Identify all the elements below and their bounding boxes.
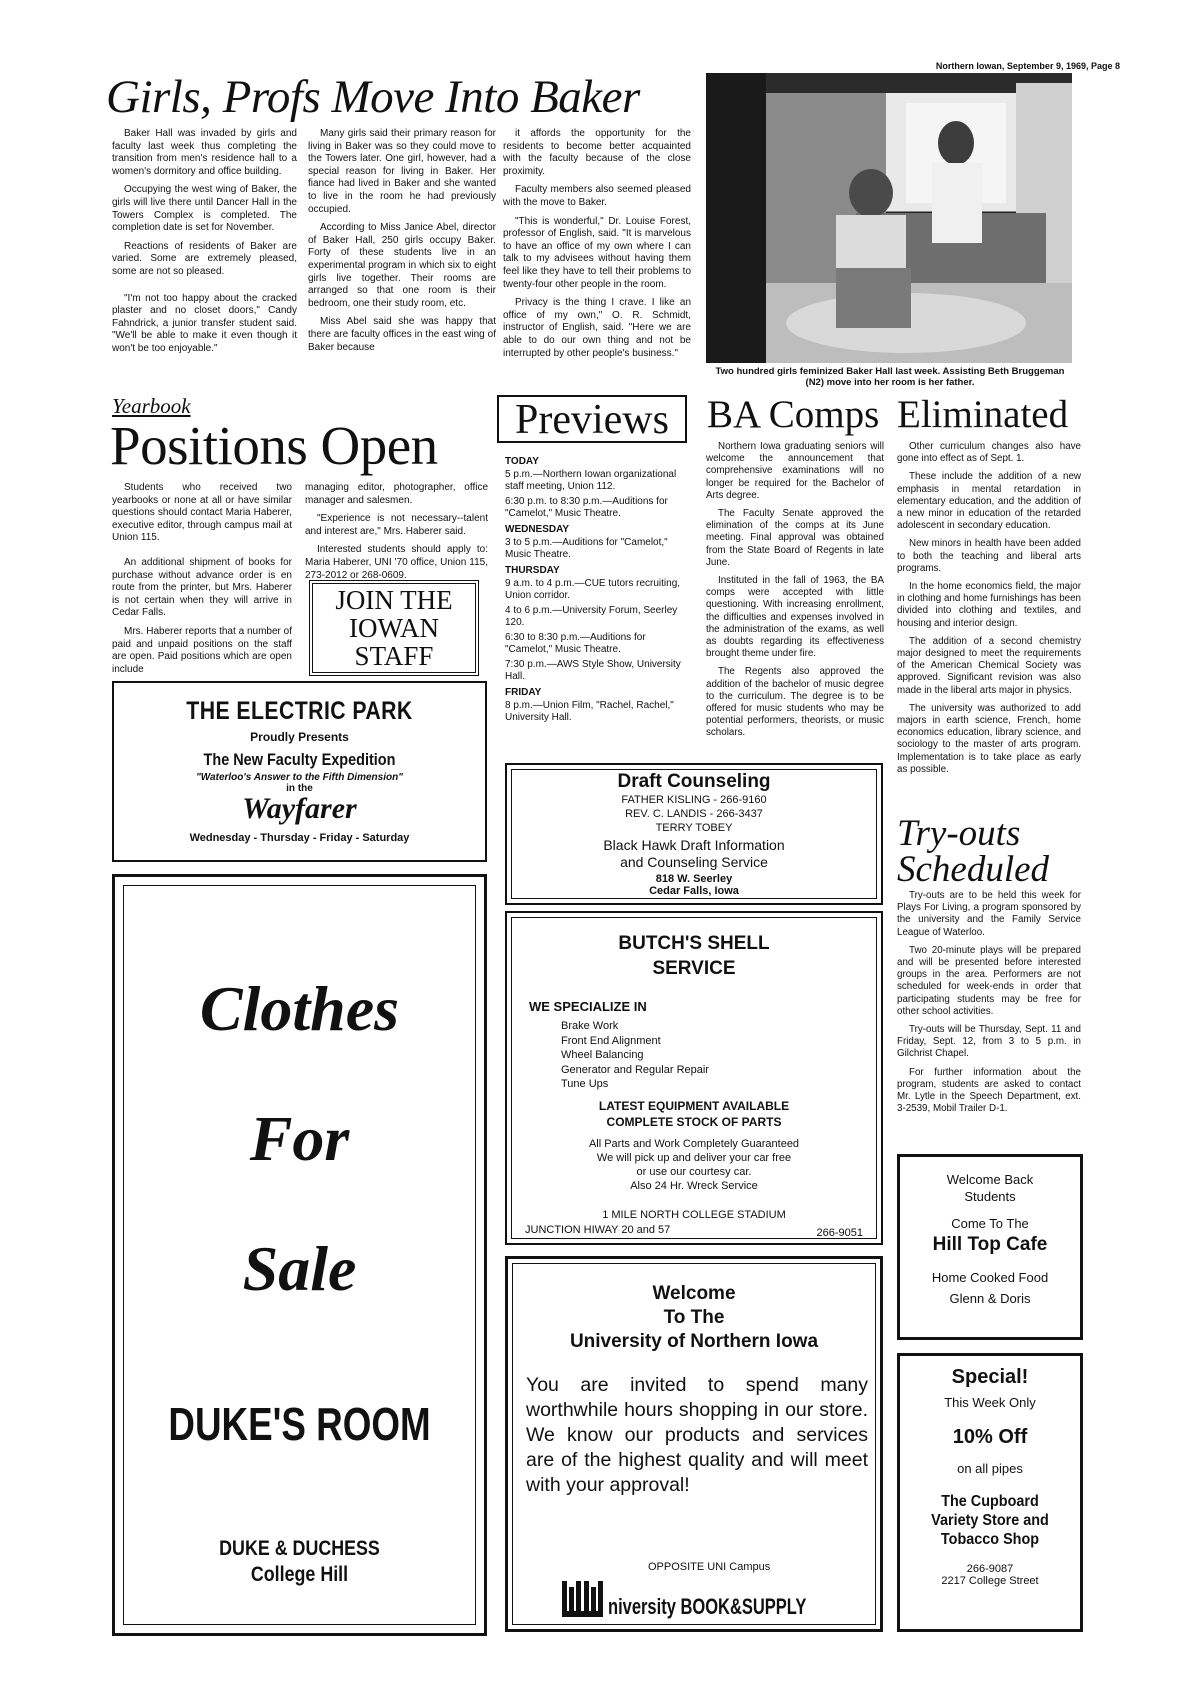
clothes-for-sale-ad	[112, 874, 487, 1636]
baker-col1-p3: Reactions of residents of Baker are varied. Some are extremely pleased, some are not so pleased.	[112, 240, 297, 277]
preview-item: 4 to 6 p.m.—University Forum, Seerley 120.	[505, 605, 678, 628]
previews-day-friday: FRIDAY	[505, 687, 542, 698]
cupboard-address: 2217 College Street	[941, 1575, 1039, 1587]
shell-service: Front End Alignment	[561, 1034, 661, 1047]
bookstore-welcome-1: Welcome	[652, 1283, 736, 1304]
baker-col1-p4: "I'm not too happy about the cracked plaster and no closet doors," Candy Fahndrick, a junior transfer student said. "We'll be able to make it even though it won't be too enjoyable."	[112, 292, 297, 354]
draft-service-1: Black Hawk Draft Information	[603, 837, 785, 853]
hilltop-food: Home Cooked Food	[931, 1270, 1049, 1285]
baker-col1-p1: Baker Hall was invaded by girls and faculty last week thus completing the transition from men's residence hall to a women's dormitory and office building.	[112, 128, 297, 177]
bookstore-logo	[560, 1577, 873, 1619]
draft-counseling-ad	[505, 763, 883, 905]
tryouts-p1: Try-outs are to be held this week for Plays For Living, a program sponsored by the university and the Family Service League of Waterloo.	[897, 890, 1081, 938]
electric-venue: Wayfarer	[242, 792, 357, 825]
baker-col2-p2: According to Miss Janice Abel, director of Baker Hall, 250 girls occupy Baker. Forty of these students live in an experimental program in which six to eight girls live together. Their rooms are arranged so that one room is their bedroom, one their study room, etc.	[308, 222, 496, 309]
baker-col3-p2: Faculty members also seemed pleased with the move to Baker.	[503, 184, 691, 208]
electric-tagline: "Waterloo's Answer to the Fifth Dimension"	[196, 772, 403, 783]
draft-title: Draft Counseling	[617, 771, 771, 792]
baker-col3-p3: "This is wonderful," Dr. Louise Forest, professor of English, said. "It is marvelous to have an office of my own where I can talk to my advisees without having them feel like they have to tell their problems to twenty-four other people in the room.	[503, 215, 691, 290]
baker-col2-p3: Miss Abel said she was happy that there are faculty offices in the east wing of Baker because	[308, 316, 496, 353]
previews-day-thursday: THURSDAY	[505, 565, 560, 576]
eliminated-body	[897, 441, 1081, 782]
eliminated-p6: The university was authorized to add majors in earth science, French, home economics education, library science, and sociology to the master of arts program. Implementation is to take place as early as possible.	[897, 702, 1081, 775]
photo-illustration	[706, 73, 1072, 363]
join-iowan-box	[312, 583, 476, 673]
electric-band: The New Faculty Expedition	[203, 750, 396, 769]
shell-guarantee-line: We will pick up and deliver your car free	[596, 1152, 792, 1164]
baker-headline: Girls, Profs Move Into Baker	[106, 71, 640, 123]
yearbook-col1-p1: Students who received two yearbooks or none at all or have similar questions should contact Maria Haberer, executive editor, through campus mail at Union 115.	[112, 482, 292, 544]
draft-city: Cedar Falls, Iowa	[649, 885, 739, 897]
draft-service-2: and Counseling Service	[620, 854, 768, 870]
shell-guarantee-line: or use our courtesy car.	[636, 1166, 752, 1178]
tryouts-headline-1: Try-outs	[897, 813, 1021, 854]
hilltop-line-2: Students	[964, 1189, 1016, 1204]
bookstore-logo-text: niversity BOOK&SUPPLY	[608, 1594, 807, 1619]
draft-address: 818 W. Seerley	[655, 873, 733, 885]
draft-line-1: FATHER KISLING - 266-9160	[621, 794, 767, 806]
shell-service: Generator and Regular Repair	[561, 1063, 709, 1076]
baker-col2-p1: Many girls said their primary reason for living in Baker was so they could move to the Towers later. One girl, however, had a special reason for living in Baker. Her fiance had lived in Baker and she wanted to live in the room he had previously occupied.	[308, 128, 496, 215]
electric-title: THE ELECTRIC PARK	[186, 697, 413, 725]
baker-col-3	[503, 128, 691, 366]
bacomps-p4: The Regents also approved the addition of the bachelor of music degree to the curriculum. The degree is to be offered for music students who may be potential performers, theorists, or music scholars.	[706, 666, 884, 739]
clothes-room: DUKE'S ROOM	[168, 1398, 431, 1450]
shell-phone: 266-9051	[816, 1227, 863, 1239]
hilltop-owners: Glenn & Doris	[949, 1291, 1031, 1306]
yearbook-col2-p2: "Experience is not necessary--talent and interest are," Mrs. Haberer said.	[305, 513, 488, 537]
hilltop-line-1: Welcome Back	[946, 1172, 1034, 1187]
bookstore-opposite: OPPOSITE UNI Campus	[648, 1561, 771, 1573]
bookstore-ad	[505, 1256, 883, 1632]
yearbook-col1-p2: An additional shipment of books for purchase without advance order is en route from the printer, but Mrs. Haberer is not certain when they will arrive in Cedar Falls.	[112, 556, 292, 619]
baker-col-2	[308, 128, 496, 360]
tryouts-p4: For further information about the program, students are asked to contact Mr. Lytle in the Speech Department, ext. 3-2539, Mobil Trailer D-1.	[897, 1066, 1081, 1115]
shell-specialize: WE SPECIALIZE IN	[529, 999, 647, 1014]
previews-day-today: TODAY	[505, 456, 539, 467]
shell-equipment-1: LATEST EQUIPMENT AVAILABLE	[598, 1099, 790, 1113]
electric-presents: Proudly Presents	[250, 730, 349, 744]
shell-equipment-2: COMPLETE STOCK OF PARTS	[606, 1115, 782, 1129]
baker-col-1	[112, 128, 297, 362]
cupboard-store: The Cupboard Variety Store and Tobacco Shop	[931, 1493, 1049, 1548]
cupboard-pipes: on all pipes	[957, 1461, 1023, 1476]
eliminated-p5: The addition of a second chemistry major designed to meet the requirements of the American Chemical Society was approved. Significant revision was also made in the liberal arts major in physics.	[897, 635, 1081, 696]
bacomps-p3: Instituted in the fall of 1963, the BA comps were accepted with little questioning. With increasing enrollment, the difficulties and expenses involved in the administration of the exams, as well as doubts regarding its effectiveness brought theme under fire.	[706, 575, 884, 660]
yearbook-col2-p1: managing editor, photographer, office manager and salesmen.	[305, 482, 488, 506]
draft-inner-border	[511, 769, 877, 899]
baker-col1-p2: Occupying the west wing of Baker, the girls will live there until Dancer Hall in the Towers Complex is completed. The completion date is set for November.	[112, 184, 297, 234]
shell-service: Wheel Balancing	[561, 1049, 644, 1061]
cupboard-phone: 266-9087	[966, 1563, 1014, 1575]
bookstore-welcome-2: To The	[663, 1307, 725, 1328]
previews-list	[505, 452, 687, 727]
preview-item: 8 p.m.—Union Film, "Rachel, Rachel," University Hall.	[505, 700, 674, 723]
draft-line-3: TERRY TOBEY	[655, 822, 733, 834]
baker-photo-caption: Two hundred girls feminized Baker Hall last week. Assisting Beth Bruggeman (N2) move into her room is her father.	[715, 366, 1065, 388]
previews-day-wednesday: WEDNESDAY	[505, 524, 570, 535]
shell-guarantee-line: Also 24 Hr. Wreck Service	[630, 1180, 758, 1192]
draft-line-2: REV. C. LANDIS - 266-3437	[625, 808, 763, 820]
tryouts-headline-2: Scheduled	[897, 849, 1050, 890]
shell-service: Brake Work	[561, 1020, 619, 1032]
bacomps-p1: Northern Iowa graduating seniors will welcome the announcement that comprehensive examinations will no longer be required for the Bachelor of Arts degree.	[706, 441, 884, 501]
preview-item: 9 a.m. to 4 p.m.—CUE tutors recruiting, Union corridor.	[505, 578, 681, 601]
baker-col3-p1: it affords the opportunity for the residents to become better acquainted with the faculty because of the close proximity.	[503, 128, 691, 177]
preview-item: 6:30 to 8:30 p.m.—Auditions for "Camelot," Music Theatre.	[505, 632, 646, 655]
shell-guarantee-line: All Parts and Work Completely Guaranteed	[588, 1138, 800, 1150]
shell-guarantee	[507, 1137, 881, 1193]
eliminated-p1: Other curriculum changes also have gone into effect as of Sept. 1.	[897, 441, 1081, 465]
yearbook-col-1	[112, 482, 292, 682]
bacomps-body	[706, 441, 884, 746]
bookstore-body: You are invited to spend many worthwhile hours shopping in our store. We know our products and services are of the highest quality and will meet with your approval!	[526, 1374, 868, 1496]
electric-park-ad	[112, 681, 487, 862]
eliminated-headline: Eliminated	[897, 393, 1069, 436]
yearbook-kicker: Yearbook	[112, 394, 191, 418]
shell-title-1: BUTCH'S SHELL	[618, 933, 770, 954]
shell-services	[561, 1019, 709, 1092]
cupboard-special-ad	[897, 1353, 1083, 1632]
clothes-location: College Hill	[250, 1563, 349, 1586]
shell-location-1: 1 MILE NORTH COLLEGE STADIUM	[602, 1209, 786, 1221]
clothes-line-3: Sale	[242, 1233, 357, 1304]
join-line-3: STAFF	[354, 641, 434, 671]
shell-title-2: SERVICE	[652, 958, 736, 979]
shell-service: Tune Ups	[561, 1078, 609, 1090]
electric-days: Wednesday - Thursday - Friday - Saturday	[189, 832, 410, 844]
shell-location-2: JUNCTION HIWAY 20 and 57	[525, 1224, 671, 1236]
hill-top-cafe-ad	[897, 1154, 1083, 1340]
bookstore-welcome-3: University of Northern Iowa	[569, 1331, 819, 1352]
preview-item: 7:30 p.m.—AWS Style Show, University Hall.	[505, 659, 681, 682]
tryouts-body	[897, 890, 1081, 1121]
bacomps-p2: The Faculty Senate approved the elimination of the comps at its June meeting. Final approval was obtained from the State Board of Regents in late June.	[706, 508, 884, 568]
eliminated-p4: In the home economics field, the major in clothing and home furnishings has been divided into clothing and textiles, and housing and interior design.	[897, 581, 1081, 629]
yearbook-col1-p3: Mrs. Haberer reports that a number of paid and unpaid positions on the staff are open. Paid positions which are open include	[112, 625, 292, 675]
cupboard-week: This Week Only	[944, 1395, 1036, 1410]
butchs-shell-ad	[505, 911, 883, 1245]
join-line-2: IOWAN	[349, 613, 439, 643]
join-line-1: JOIN THE	[335, 585, 453, 615]
preview-item: 5 p.m.—Northern Iowan organizational staff meeting, Union 112.	[505, 469, 677, 492]
clothes-line-2: For	[249, 1103, 350, 1174]
yearbook-headline: Positions Open	[110, 415, 438, 476]
cupboard-special: Special!	[951, 1366, 1029, 1388]
baker-photo	[706, 73, 1072, 363]
previews-title: Previews	[497, 395, 687, 443]
tryouts-p2: Two 20-minute plays will be prepared and will be presented before interested groups in the area. Performers are not scheduled for week-ends in order that participating students may be free for other school activities.	[897, 944, 1081, 1017]
eliminated-p2: These include the addition of a new emphasis in mental retardation in elementary education, and the addition of a new minor in education of the retarded adolescent in secondary education.	[897, 471, 1081, 532]
hilltop-line-3: Come To The	[951, 1216, 1029, 1231]
preview-item: 3 to 5 p.m.—Auditions for "Camelot," Music Theatre.	[505, 537, 668, 560]
tryouts-p3: Try-outs will be Thursday, Sept. 11 and Friday, Sept. 12, from 3 to 5 p.m. in Gilchrist Chapel.	[897, 1024, 1081, 1060]
clothes-store: DUKE & DUCHESS	[219, 1537, 380, 1560]
cupboard-discount: 10% Off	[952, 1426, 1028, 1448]
yearbook-col-2	[305, 482, 488, 588]
eliminated-p3: New minors in health have been added to both the teaching and liberal arts programs.	[897, 538, 1081, 574]
preview-item: 6:30 p.m. to 8:30 p.m.—Auditions for "Camelot," Music Theatre.	[505, 496, 668, 519]
hilltop-name: Hill Top Cafe	[932, 1234, 1048, 1255]
yearbook-col2-p3: Interested students should apply to: Maria Haberer, UNI '70 office, Union 115, 273-2012 or 268-0609.	[305, 544, 488, 581]
baker-col3-p4: Privacy is the thing I crave. I like an office of my own," O. R. Schmidt, instructor of English, said. "Here we are able to do our own thing and not be interrupted by other people's business."	[503, 297, 691, 359]
clothes-line-1: Clothes	[199, 973, 400, 1044]
uu-logo-icon	[560, 1577, 606, 1619]
electric-in-the: in the	[286, 783, 313, 794]
page-folio: Northern Iowan, September 9, 1969, Page 8	[935, 61, 1120, 71]
bacomps-headline: BA Comps	[707, 393, 880, 436]
